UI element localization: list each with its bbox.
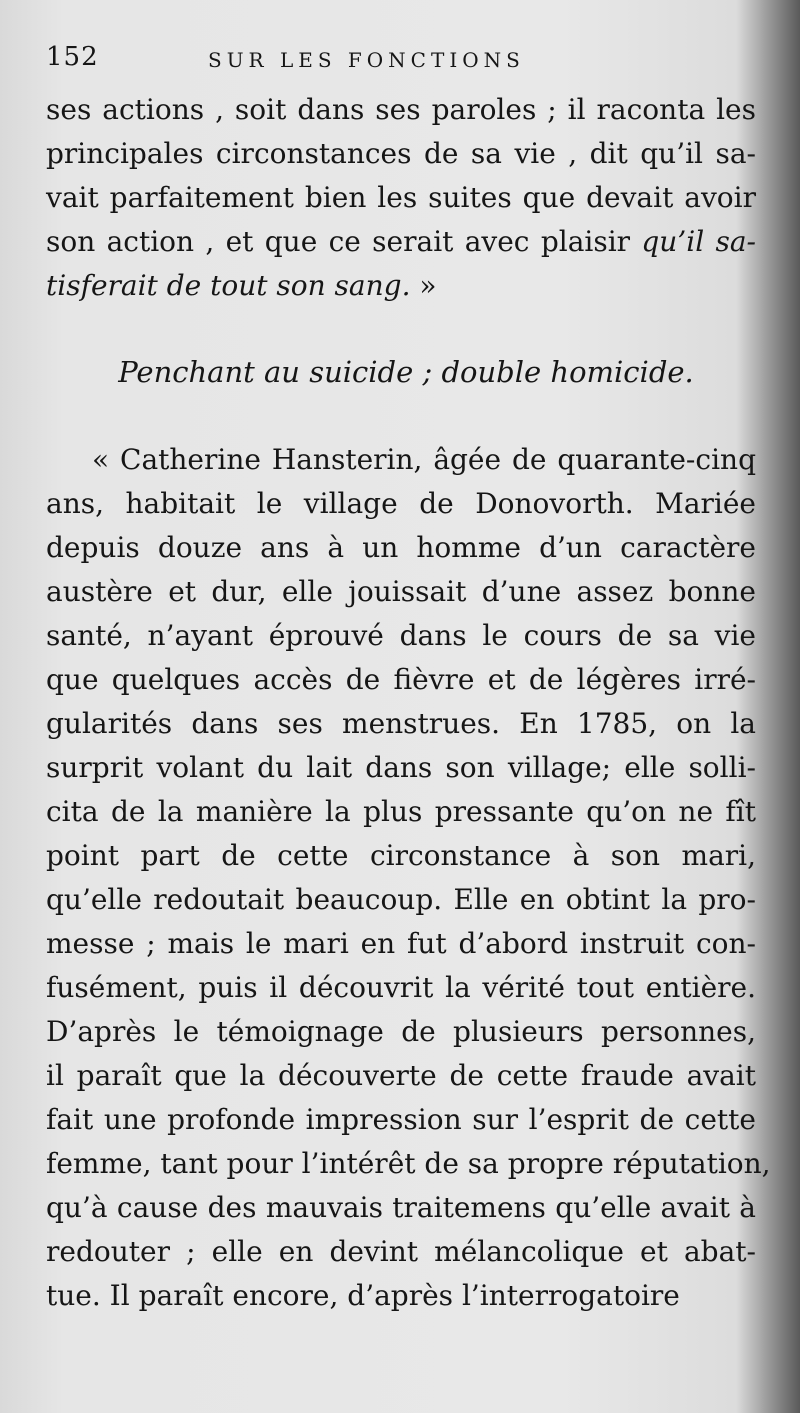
- text-line: depuis douze ans à un homme d’un caractère: [46, 531, 756, 564]
- text-line: D’après le témoignage de plusieurs personnes,: [46, 1015, 756, 1048]
- closing-quote: »: [410, 269, 437, 302]
- text-line: qu’elle redoutait beaucoup. Elle en obtint la pro-: [46, 883, 756, 916]
- page-number: 152: [46, 42, 99, 72]
- text-line: ses actions , soit dans ses paroles ; il raconta les: [46, 93, 756, 126]
- text-line: santé, n’ayant éprouvé dans le cours de sa vie: [46, 619, 756, 652]
- text-line: austère et dur, elle jouissait d’une assez bonne: [46, 575, 756, 608]
- text-line: redouter ; elle en devint mélancolique et abat-: [46, 1235, 756, 1268]
- text-line: fait une profonde impression sur l’esprit de cette: [46, 1103, 756, 1136]
- running-head: [46, 42, 746, 82]
- text-line: point part de cette circonstance à son mari,: [46, 839, 756, 872]
- text-line: vait parfaitement bien les suites que devait avoir: [46, 181, 756, 214]
- text-line: « Catherine Hansterin, âgée de quarante-cinq: [92, 443, 756, 476]
- italic-segment: tisferait de tout son sang.: [46, 269, 411, 302]
- text-line: fusément, puis il découvrit la vérité tout entière.: [46, 971, 756, 1004]
- text-line: messe ; mais le mari en fut d’abord instruit con-: [46, 927, 756, 960]
- text-line: qu’à cause des mauvais traitemens qu’elle avait à: [46, 1191, 756, 1224]
- text-line: gularités dans ses menstrues. En 1785, on la: [46, 707, 756, 740]
- text-line: [46, 220, 756, 264]
- text-line: femme, tant pour l’intérêt de sa propre réputation,: [46, 1147, 771, 1180]
- text-line: ans, habitait le village de Donovorth. Mariée: [46, 487, 756, 520]
- page-body: [46, 88, 771, 1318]
- text-segment: son action , et que ce serait avec plaisir: [46, 225, 642, 258]
- text-line: il paraît que la découverte de cette fraude avait: [46, 1059, 756, 1092]
- text-line: que quelques accès de fièvre et de légères irré-: [46, 663, 756, 696]
- italic-segment: qu’il sa-: [641, 225, 756, 258]
- text-line: tue. Il paraît encore, d’après l’interrogatoire: [46, 1279, 680, 1312]
- running-title: SUR LES FONCTIONS: [208, 48, 525, 72]
- text-line: cita de la manière la plus pressante qu’on ne fît: [46, 795, 756, 828]
- text-line: surprit volant du lait dans son village; elle solli-: [46, 751, 756, 784]
- text-line: [46, 264, 756, 308]
- section-subheading: Penchant au suicide ; double homicide.: [118, 355, 694, 389]
- text-line: principales circonstances de sa vie , dit qu’il sa-: [46, 137, 756, 170]
